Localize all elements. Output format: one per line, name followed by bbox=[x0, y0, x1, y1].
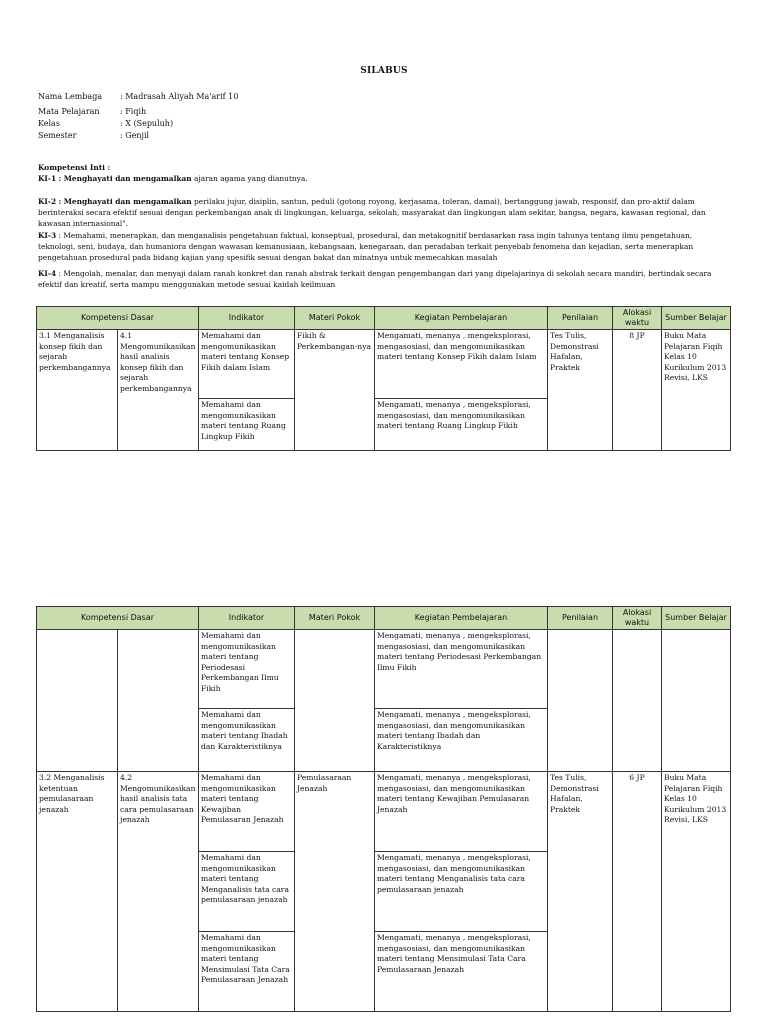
header-penilaian: Penilaian bbox=[548, 307, 613, 330]
kd3-cell: 3.1 Menganalisis konsep fikih dan sejarah perkembangannya bbox=[37, 330, 118, 451]
header-sumber: Sumber Belajar bbox=[662, 307, 731, 330]
ki-bold: : Menghayati dan mengamalkan bbox=[58, 197, 192, 206]
sumber-cell: Buku Mata Pelajaran Fiqih Kelas 10 Kurikulum 2013 Revisi, LKS bbox=[662, 330, 731, 451]
ki-section bbox=[38, 162, 730, 184]
sumber-cell-empty bbox=[662, 630, 731, 772]
ki-1 bbox=[38, 173, 730, 184]
header-materi-pokok: Materi Pokok bbox=[295, 307, 375, 330]
info-value: : X (Sepuluh) bbox=[120, 119, 174, 128]
indikator-cell: Memahami dan mengomunikasikan materi tentang Ruang Lingkup Fikih bbox=[199, 399, 295, 451]
header-penilaian: Penilaian bbox=[548, 607, 613, 630]
materi-cell-empty bbox=[295, 630, 375, 772]
info-row-subject bbox=[38, 106, 238, 118]
ki-text: perilaku jujur, disiplin, santun, peduli (gotong royong, kerjasama, toleran, damai), bertanggung jawab, responsif, dan pro-aktif dalam berinteraksi secara efektif sesuai dengan perkembangan anak di lingkungan, keluarga, sekolah, masyarakat dan lingkungan alam sekitar, bangsa, negara, kawasan regional, dan kawasan internasional". bbox=[38, 197, 706, 228]
header-kompetensi-dasar: Kompetensi Dasar bbox=[37, 307, 199, 330]
indikator-cell: Memahami dan mengomunikasikan materi tentang Periodesasi Perkembangan Ilmu Fikih bbox=[199, 630, 295, 709]
header-indikator: Indikator bbox=[199, 607, 295, 630]
document-title: SILABUS bbox=[360, 66, 408, 76]
ki-heading: Kompetensi Inti : bbox=[38, 163, 111, 172]
header-alokasi: Alokasi waktu bbox=[613, 607, 662, 630]
ki-2 bbox=[38, 196, 730, 229]
table-row bbox=[37, 630, 731, 709]
indikator-cell: Memahami dan mengomunikasikan materi tentang Ibadah dan Karakteristiknya bbox=[199, 709, 295, 772]
kd4-cell-empty bbox=[118, 630, 199, 772]
indikator-cell: Memahami dan mengomunikasikan materi tentang Kewajiban Pemulasaran Jenazah bbox=[199, 772, 295, 852]
alokasi-cell: 6 JP bbox=[613, 772, 662, 1012]
syllabus-table-2 bbox=[36, 606, 731, 1012]
header-alokasi: Alokasi waktu bbox=[613, 307, 662, 330]
info-value: : Fiqih bbox=[120, 107, 147, 116]
ki-text: : Memahami, menerapkan, dan menganalisis pengetahuan faktual, konseptual, prosedural, dan metakognitif berdasarkan rasa ingin tahunya tentang ilmu pengetahuan, teknologi, seni, budaya, dan humaniora dengan wawasan kemanusiaan, kebangsaan, kenegaraan, dan peradaban terkait penyebab fenomena dan kejadian, serta menerapkan pengetahuan prosedural pada bidang kajian yang spesifik sesuai dengan bakat dan minatnya untuk memecahkan masalah bbox=[38, 231, 694, 262]
ki-4 bbox=[38, 268, 730, 290]
indikator-cell: Memahami dan mengomunikasikan materi tentang Menganalisis tata cara pemulasaraan jenazah bbox=[199, 852, 295, 932]
info-label: Mata Pelajaran bbox=[38, 107, 100, 116]
kegiatan-cell: Mengamati, menanya , mengeksplorasi, mengasosiasi, dan mengomunikasikan materi tentang Kewajiban Pemulasaran Jenazah bbox=[375, 772, 548, 852]
kegiatan-cell: Mengamati, menanya , mengeksplorasi, mengasosiasi, dan mengomunikasikan materi tentang Ibadah dan Karakteristiknya bbox=[375, 709, 548, 772]
kd3-cell-empty bbox=[37, 630, 118, 772]
header-kompetensi-dasar: Kompetensi Dasar bbox=[37, 607, 199, 630]
ki-code: KI-1 bbox=[38, 174, 57, 183]
header-sumber: Sumber Belajar bbox=[662, 607, 731, 630]
info-row-class bbox=[38, 118, 238, 130]
ki-text: : Mengolah, menalar, dan menyaji dalam ranah konkret dan ranah abstrak terkait dengan pengembangan dari yang dipelajarinya di sekolah secara mandiri, bertindak secara efektif dan kreatif, serta mampu menggunakan metode sesuai kaidah keilmuan bbox=[38, 269, 712, 289]
materi-cell: Pemulasaraan Jenazah bbox=[295, 772, 375, 1012]
info-value: : Madrasah Aliyah Ma'arif 10 bbox=[120, 92, 239, 101]
kd4-cell: 4.2 Mengomunikasikan hasil analisis tata cara pemulasaraan jenazah bbox=[118, 772, 199, 1012]
table-header-row bbox=[37, 307, 731, 330]
indikator-cell: Memahami dan mengomunikasikan materi tentang Konsep Fikih dalam Islam bbox=[199, 330, 295, 399]
kd3-cell: 3.2 Menganalisis ketentuan pemulasaraan jenazah bbox=[37, 772, 118, 1012]
materi-cell: Fikih & Perkembangan-nya bbox=[295, 330, 375, 451]
ki-code: KI-3 bbox=[38, 231, 57, 240]
info-label: Semester bbox=[38, 131, 77, 140]
header-kegiatan: Kegiatan Pembelajaran bbox=[375, 607, 548, 630]
info-row-institution bbox=[38, 91, 238, 103]
ki-text: ajaran agama yang dianutnya. bbox=[191, 174, 308, 183]
syllabus-table-1 bbox=[36, 306, 731, 451]
header-materi-pokok: Materi Pokok bbox=[295, 607, 375, 630]
identity-block bbox=[38, 91, 238, 142]
ki-bold: : Menghayati dan mengamalkan bbox=[58, 174, 192, 183]
header-kegiatan: Kegiatan Pembelajaran bbox=[375, 307, 548, 330]
kegiatan-cell: Mengamati, menanya , mengeksplorasi, mengasosiasi, dan mengomunikasikan materi tentang Periodesasi Perkembangan Ilmu Fikih bbox=[375, 630, 548, 709]
kegiatan-cell: Mengamati, menanya , mengeksplorasi, mengasosiasi, dan mengomunikasikan materi tentang Ruang Lingkup Fikih bbox=[375, 399, 548, 451]
info-label: Kelas bbox=[38, 119, 60, 128]
alokasi-cell: 8 JP bbox=[613, 330, 662, 451]
header-indikator: Indikator bbox=[199, 307, 295, 330]
ki-code: KI-2 bbox=[38, 197, 57, 206]
alokasi-cell-empty bbox=[613, 630, 662, 772]
kegiatan-cell: Mengamati, menanya , mengeksplorasi, mengasosiasi, dan mengomunikasikan materi tentang Mensimulasi Tata Cara Pemulasaraan Jenazah bbox=[375, 932, 548, 1012]
indikator-cell: Memahami dan mengomunikasikan materi tentang Mensimulasi Tata Cara Pemulasaraan Jenazah bbox=[199, 932, 295, 1012]
ki-code: KI-4 bbox=[38, 269, 57, 278]
table-row bbox=[37, 330, 731, 399]
table-header-row bbox=[37, 607, 731, 630]
info-label: Nama Lembaga bbox=[38, 92, 103, 101]
ki-3 bbox=[38, 230, 730, 263]
kd4-cell: 4.1 Mengomunikasikan hasil analisis konsep fikih dan sejarah perkembangannya bbox=[118, 330, 199, 451]
penilaian-cell-empty bbox=[548, 630, 613, 772]
penilaian-cell: Tes Tulis, Demonstrasi Hafalan, Praktek bbox=[548, 330, 613, 451]
info-value: : Genjil bbox=[120, 131, 150, 140]
kegiatan-cell: Mengamati, menanya , mengeksplorasi, mengasosiasi, dan mengomunikasikan materi tentang Konsep Fikih dalam Islam bbox=[375, 330, 548, 399]
table-row bbox=[37, 772, 731, 852]
kegiatan-cell: Mengamati, menanya , mengeksplorasi, mengasosiasi, dan mengomunikasikan materi tentang Menganalisis tata cara pemulasaraan jenazah bbox=[375, 852, 548, 932]
penilaian-cell: Tes Tulis, Demonstrasi Hafalan, Praktek bbox=[548, 772, 613, 1012]
info-row-semester bbox=[38, 130, 238, 142]
sumber-cell: Buku Mata Pelajaran Fiqih Kelas 10 Kurikulum 2013 Revisi, LKS bbox=[662, 772, 731, 1012]
